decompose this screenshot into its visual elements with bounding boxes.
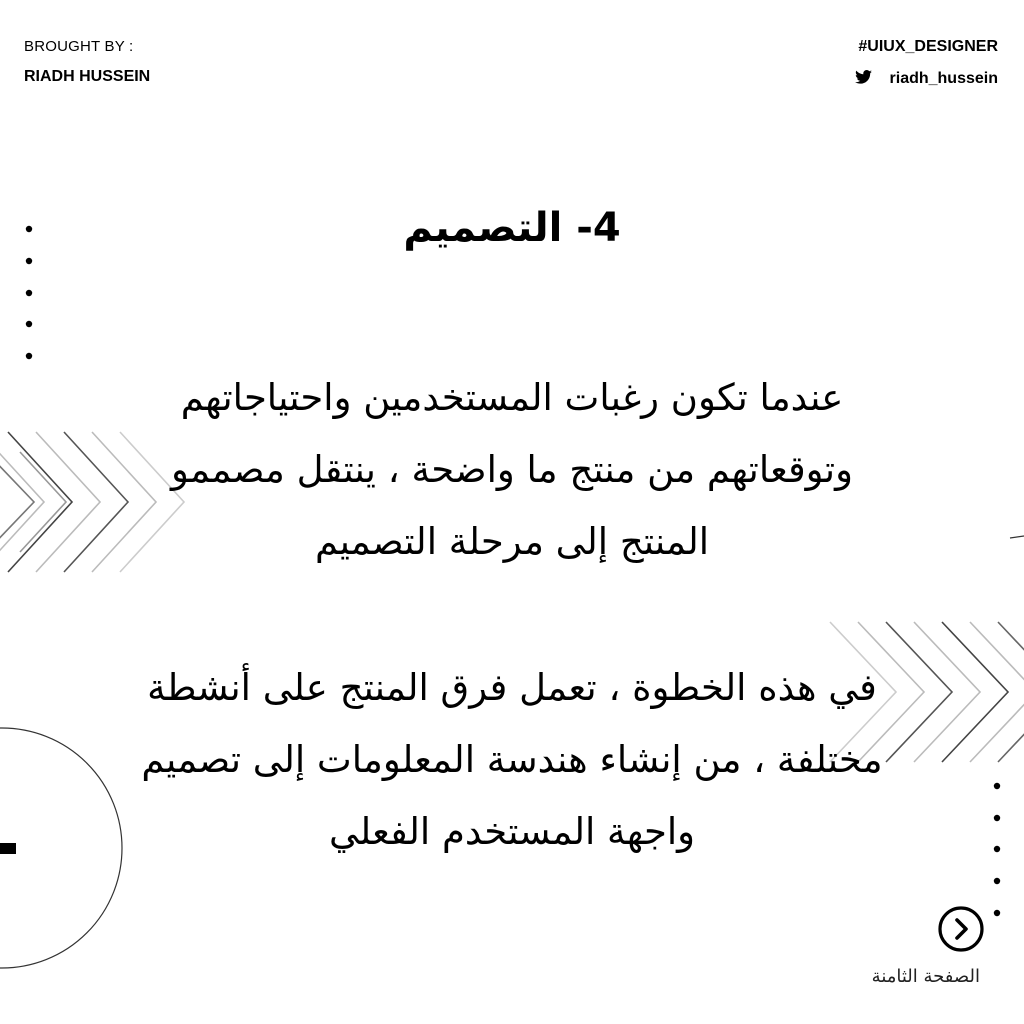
paragraph-1-line: وتوقعاتهم من منتج ما واضحة ، ينتقل مصممو (171, 448, 853, 491)
paragraph-1-line: عندما تكون رغبات المستخدمين واحتياجاتهم (180, 376, 844, 419)
social-handle-row (855, 69, 998, 88)
credit-name: RIADH HUSSEIN (24, 68, 151, 85)
paragraph-2-line: مختلفة ، من إنشاء هندسة المعلومات إلى تصميم (141, 738, 883, 781)
paragraph-2-line: في هذه الخطوة ، تعمل فرق المنتج على أنشطة (147, 666, 877, 709)
credit-label: BROUGHT BY : (24, 38, 134, 55)
page-number-label: الصفحة الثامنة (871, 966, 980, 987)
page-title: 4- التصميم (403, 205, 621, 251)
hashtag: #UIUX_DESIGNER (858, 38, 998, 55)
right-edge-line (1010, 536, 1024, 538)
chevron-right-circle-icon (936, 904, 986, 954)
social-handle: riadh_hussein (889, 69, 998, 87)
paragraph-1 (40, 362, 984, 578)
next-page-button[interactable] (936, 904, 986, 954)
paragraph-1-line: المنتج إلى مرحلة التصميم (314, 520, 709, 563)
twitter-bird-icon (855, 69, 872, 88)
left-dots (26, 226, 32, 359)
right-dots (994, 783, 1000, 916)
paragraph-2 (40, 652, 984, 868)
circle-marker (0, 843, 16, 854)
paragraph-2-line: واجهة المستخدم الفعلي (329, 810, 695, 853)
